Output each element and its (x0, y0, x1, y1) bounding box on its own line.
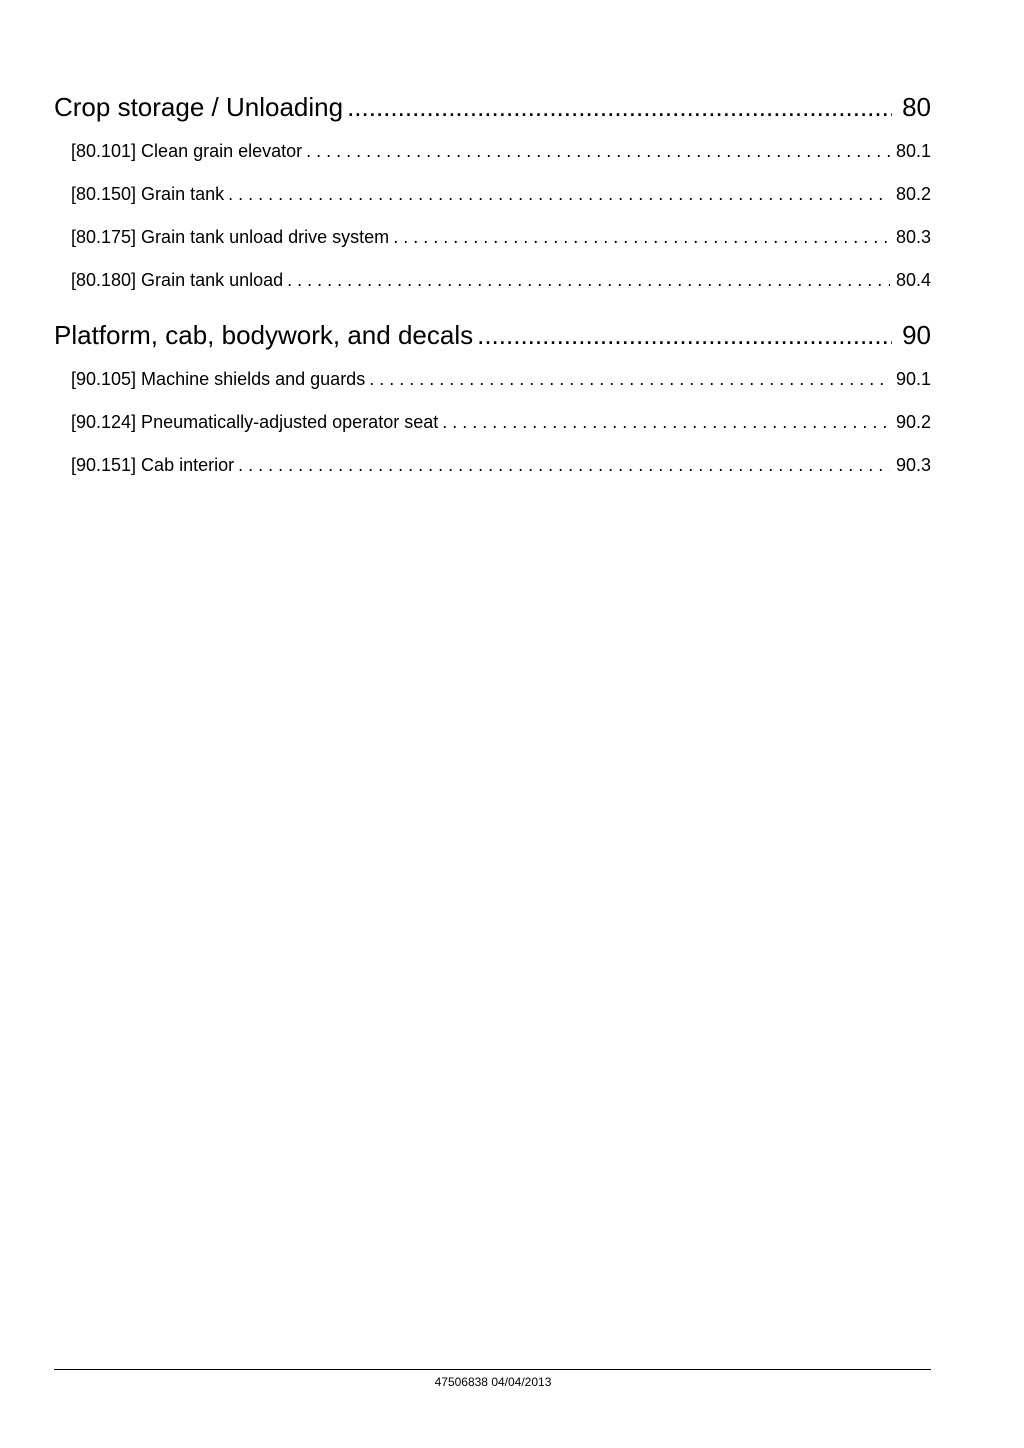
toc-section-heading[interactable] (54, 312, 931, 358)
toc-entry[interactable] (54, 130, 931, 173)
entry-page-number: 80.1 (895, 141, 931, 161)
entry-page-number: 90.3 (895, 455, 931, 475)
dot-leader (306, 130, 890, 173)
entry-page-number: 80.3 (895, 227, 931, 247)
section-title: Platform, cab, bodywork, and decals (54, 320, 474, 350)
toc-section-heading[interactable] (54, 84, 931, 130)
dot-leader (347, 84, 892, 130)
dot-leader (287, 259, 890, 302)
entry-label: [80.101] Clean grain elevator (71, 141, 303, 161)
entry-page-number: 80.4 (895, 270, 931, 290)
entry-page-number: 90.2 (895, 412, 931, 432)
entry-label: [90.151] Cab interior (71, 455, 235, 475)
toc-entries (54, 358, 931, 487)
footer-divider (54, 1369, 931, 1370)
toc-entry[interactable] (54, 173, 931, 216)
footer-document-id: 47506838 04/04/2013 (434, 1375, 552, 1389)
dot-leader (238, 444, 890, 487)
entry-label: [80.180] Grain tank unload (71, 270, 284, 290)
table-of-contents (54, 84, 931, 497)
entry-page-number: 80.2 (895, 184, 931, 204)
toc-section-crop-storage (54, 84, 931, 302)
dot-leader (393, 216, 890, 259)
toc-entry[interactable] (54, 444, 931, 487)
toc-entry[interactable] (54, 358, 931, 401)
dot-leader (477, 312, 892, 358)
dot-leader (442, 401, 890, 444)
entry-label: [80.175] Grain tank unload drive system (71, 227, 390, 247)
entry-label: [90.105] Machine shields and guards (71, 369, 366, 389)
toc-entry[interactable] (54, 216, 931, 259)
dot-leader (228, 173, 890, 216)
toc-entry[interactable] (54, 401, 931, 444)
section-page-number: 90 (902, 320, 931, 350)
section-title: Crop storage / Unloading (54, 92, 344, 122)
entry-label: [80.150] Grain tank (71, 184, 225, 204)
toc-entry[interactable] (54, 259, 931, 302)
section-page-number: 80 (902, 92, 931, 122)
entry-label: [90.124] Pneumatically-adjusted operator seat (71, 412, 439, 432)
toc-entries (54, 130, 931, 302)
entry-page-number: 90.1 (895, 369, 931, 389)
dot-leader (369, 358, 890, 401)
toc-section-platform-cab (54, 312, 931, 487)
